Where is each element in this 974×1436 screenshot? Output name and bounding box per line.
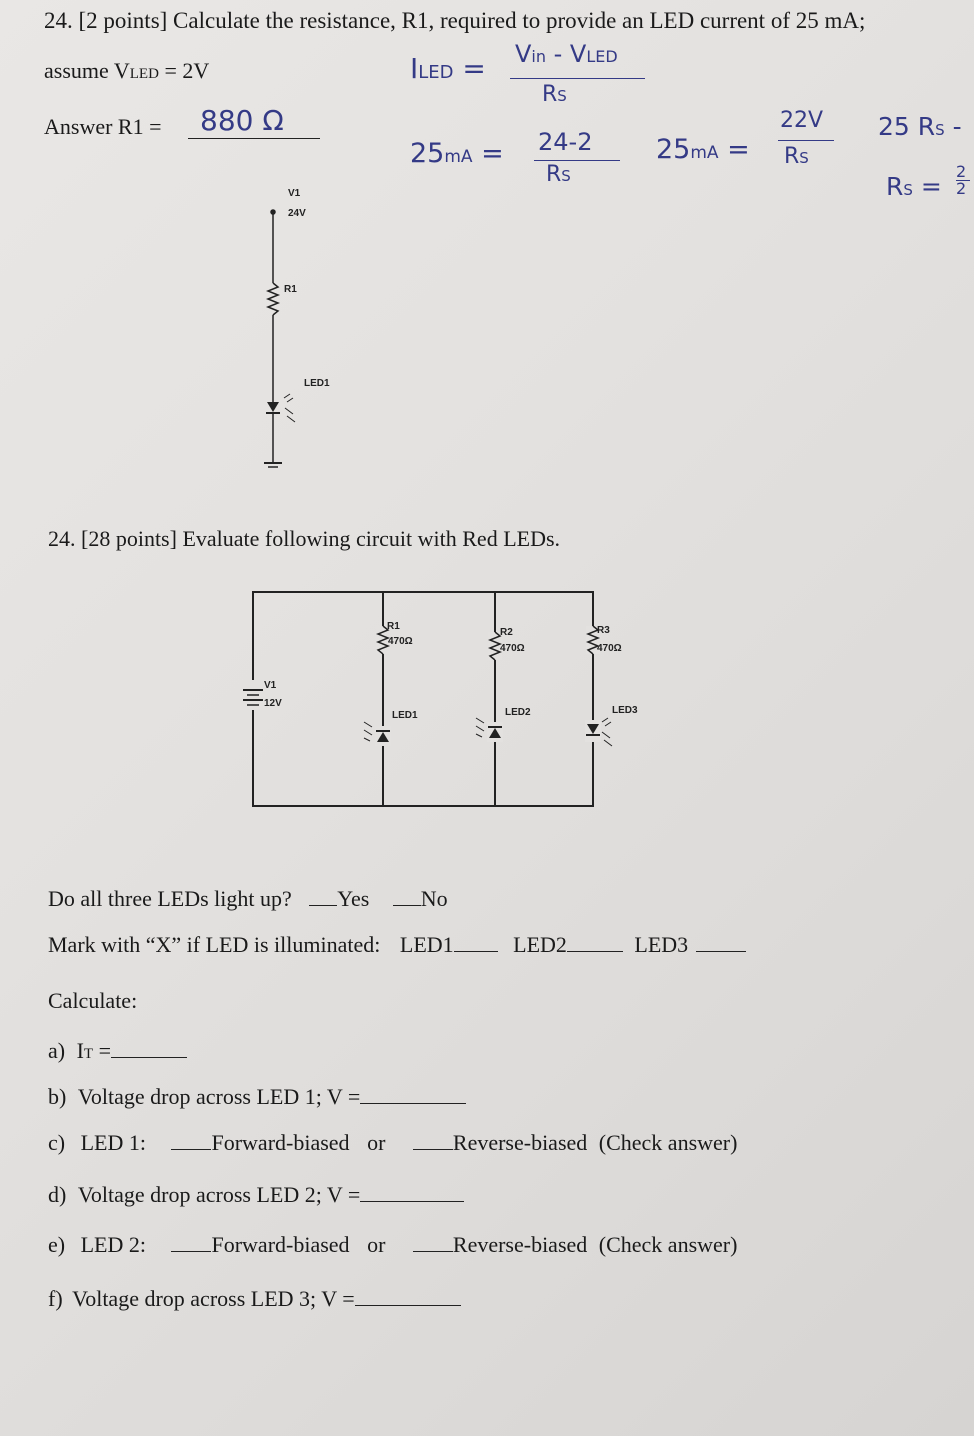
led1-blank[interactable] [454, 951, 498, 952]
step2-numerator: 22V [780, 108, 824, 133]
q1-answer-label: Answer R1 = [44, 114, 162, 139]
q2-title: 24. [28 points] Evaluate following circuit with Red LEDs. [48, 526, 561, 551]
led3-symbol [585, 718, 612, 746]
c1-r1-name: R1 [284, 284, 297, 295]
q-b: b) Voltage drop across LED 1; V = [48, 1084, 466, 1110]
c-reverse-blank[interactable] [413, 1149, 453, 1150]
led2-symbol [476, 718, 503, 742]
q1-assume: assume VLED = 2V [44, 58, 210, 83]
c-forward-blank[interactable] [171, 1149, 211, 1150]
step3-fraction: 2 2 [956, 164, 970, 197]
q-f: f) Voltage drop across LED 3; V = [48, 1286, 461, 1312]
q-a: a) IT = [48, 1038, 187, 1064]
q1-title: 24. [2 points] Calculate the resistance, R1, required to provide an LED current of 25 mA; [44, 8, 866, 33]
step2-lhs: 25mA = [656, 134, 750, 165]
q-all-light: Do all three LEDs light up? Yes No [48, 886, 448, 911]
led2-blank[interactable] [567, 951, 623, 952]
c2-v1-value: 12V [264, 698, 282, 709]
c2-r2-name: R2 [500, 627, 513, 638]
d-blank[interactable] [360, 1201, 464, 1202]
led1-symbol [364, 722, 391, 746]
a-blank[interactable] [111, 1057, 187, 1058]
c2-r3-value: 470Ω [597, 643, 622, 654]
step1-numerator: 24-2 [538, 128, 593, 156]
step1-denominator: RS [546, 162, 571, 187]
q-c: c) LED 1: Forward-biased or Reverse-biased (Check answer) [48, 1130, 738, 1155]
battery-symbol [240, 680, 266, 710]
q-mark: Mark with “X” if LED is illuminated: LED1 LED2 LED3 [48, 932, 746, 958]
step2-denominator: RS [784, 144, 809, 169]
c1-v1-name: V1 [288, 188, 301, 199]
c1-v1-value: 24V [288, 208, 306, 219]
e-forward-blank[interactable] [171, 1251, 211, 1252]
q-d: d) Voltage drop across LED 2; V = [48, 1182, 464, 1208]
no-blank[interactable] [393, 905, 421, 906]
c2-led3-name: LED3 [612, 705, 638, 716]
c2-r3-name: R3 [597, 625, 610, 636]
q-e: e) LED 2: Forward-biased or Reverse-biased (Check answer) [48, 1232, 738, 1257]
c2-v1-name: V1 [264, 680, 277, 691]
formula-lhs: ILED = [410, 52, 486, 85]
c2-r2-value: 470Ω [500, 643, 525, 654]
b-blank[interactable] [360, 1103, 466, 1104]
c2-r1-name: R1 [387, 621, 400, 632]
outer-loop [253, 592, 593, 806]
f-blank[interactable] [355, 1305, 461, 1306]
c1-led-name: LED1 [304, 378, 330, 389]
e-reverse-blank[interactable] [413, 1251, 453, 1252]
c2-led2-name: LED2 [505, 707, 531, 718]
led3-blank[interactable] [696, 951, 746, 952]
c2-r1-value: 470Ω [388, 636, 413, 647]
q1-answer-value: 880 Ω [200, 104, 284, 137]
c2-led1-name: LED1 [392, 710, 418, 721]
step3-line2: RS = [886, 172, 942, 201]
q-calculate: Calculate: [48, 988, 138, 1013]
step3-line1: 25 RS - [878, 112, 962, 141]
step1-lhs: 25mA = [410, 138, 504, 169]
formula-denominator: RS [542, 82, 567, 107]
formula-numerator: Vin - VLED [515, 40, 618, 68]
yes-blank[interactable] [309, 905, 337, 906]
